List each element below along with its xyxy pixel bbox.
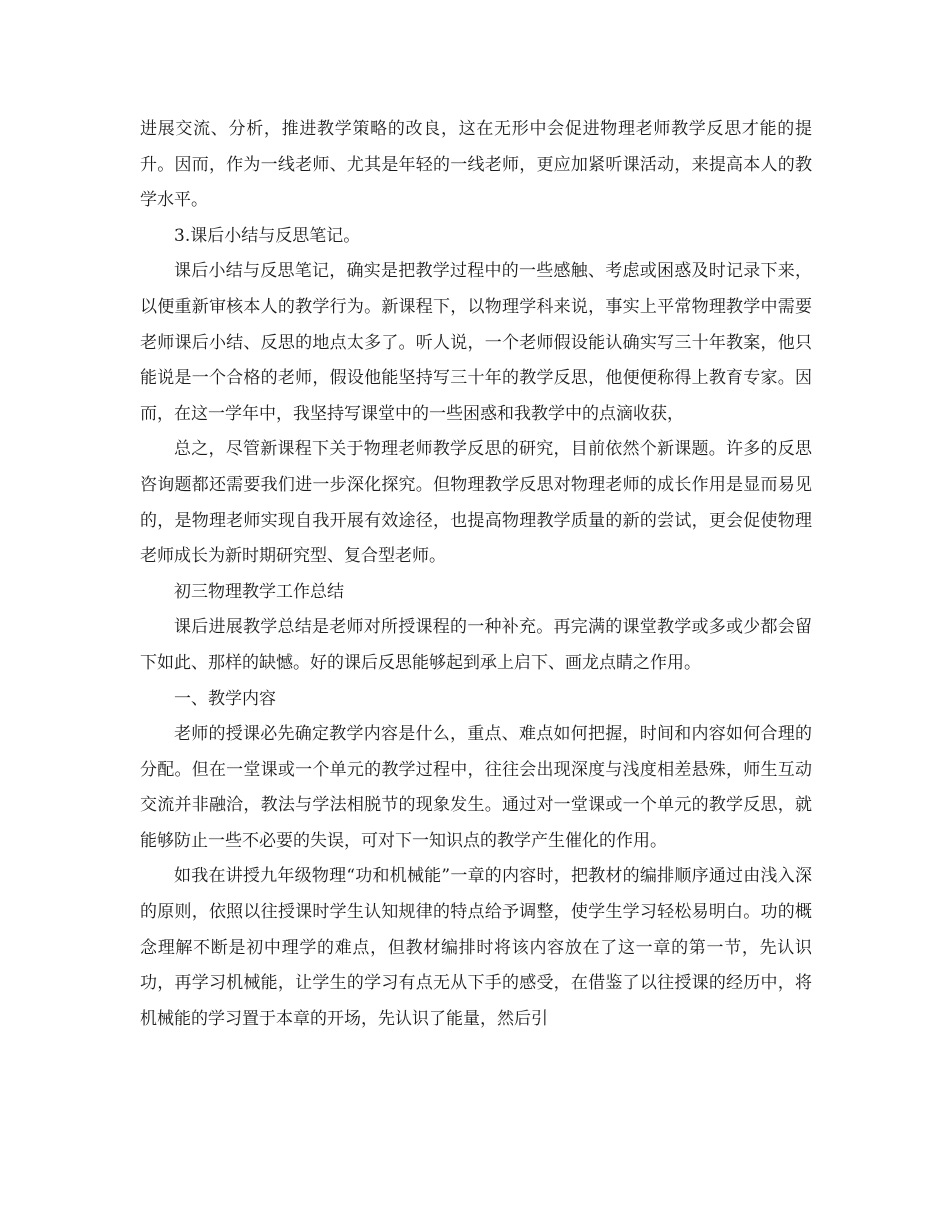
section-heading-teaching-content: 一、教学内容 (174, 688, 276, 709)
document-subtitle: 初三物理教学工作总结 (174, 581, 344, 602)
paragraph-listening-continued: 进展交流、分析，推进教学策略的改良，这在无形中会促进物理老师教学反思才能的提升。因而，作为一线老师、尤其是年轻的一线老师，更应加紧听课活动，来提高本人的教学水平。 (140, 119, 812, 211)
paragraph-summary-intro: 课后进展教学总结是老师对所授课程的一种补充。再完满的课堂教学或多或少都会留下如此、那样的缺憾。好的课后反思能够起到承上启下、画龙点睛之作用。 (140, 617, 812, 673)
section-heading-reflection-notes: 3.课后小结与反思笔记。 (174, 225, 361, 246)
paragraph-conclusion: 总之，尽管新课程下关于物理老师教学反思的研究，目前依然个新课题。许多的反思咨询题都还需要我们进一步深化探究。但物理教学反思对物理老师的成长作用是显而易见的，是物理老师实现自我开展有效途径，也提高物理教学质量的新的尝试，更会促使物理老师成长为新时期研究型、复合型老师。 (140, 439, 812, 567)
document-body (140, 112, 812, 1037)
paragraph-example-work-energy: 如我在讲授九年级物理“功和机械能”一章的内容时，把教材的编排顺序通过由浅入深的原则，依照以往授课时学生认知规律的特点给予调整，使学生学习轻松易明白。功的概念理解不断是初中理学的难点，但教材编排时将该内容放在了这一章的第一节，先认识功，再学习机械能，让学生的学习有点无从下手的感受，在借鉴了以往授课的经历中，将机械能的学习置于本章的开场，先认识了能量，然后引 (140, 866, 812, 1029)
paragraph-reflection-notes: 课后小结与反思笔记，确实是把教学过程中的一些感触、考虑或困惑及时记录下来，以便重新审核本人的教学行为。新课程下，以物理学科来说，事实上平常物理教学中需要老师课后小结、反思的地点太多了。听人说，一个老师假设能认确实写三十年教案，他只能说是一个合格的老师，假设他能坚持写三十年的教学反思，他便便称得上教育专家。因而，在这一学年中，我坚持写课堂中的一些困惑和我教学中的点滴收获， (140, 261, 812, 424)
paragraph-teaching-content: 老师的授课必先确定教学内容是什么，重点、难点如何把握，时间和内容如何合理的分配。但在一堂课或一个单元的教学过程中，往往会出现深度与浅度相差悬殊，师生互动交流并非融洽，教法与学法相脱节的现象发生。通过对一堂课或一个单元的教学反思，就能够防止一些不必要的失误，可对下一知识点的教学产生催化的作用。 (140, 724, 812, 851)
